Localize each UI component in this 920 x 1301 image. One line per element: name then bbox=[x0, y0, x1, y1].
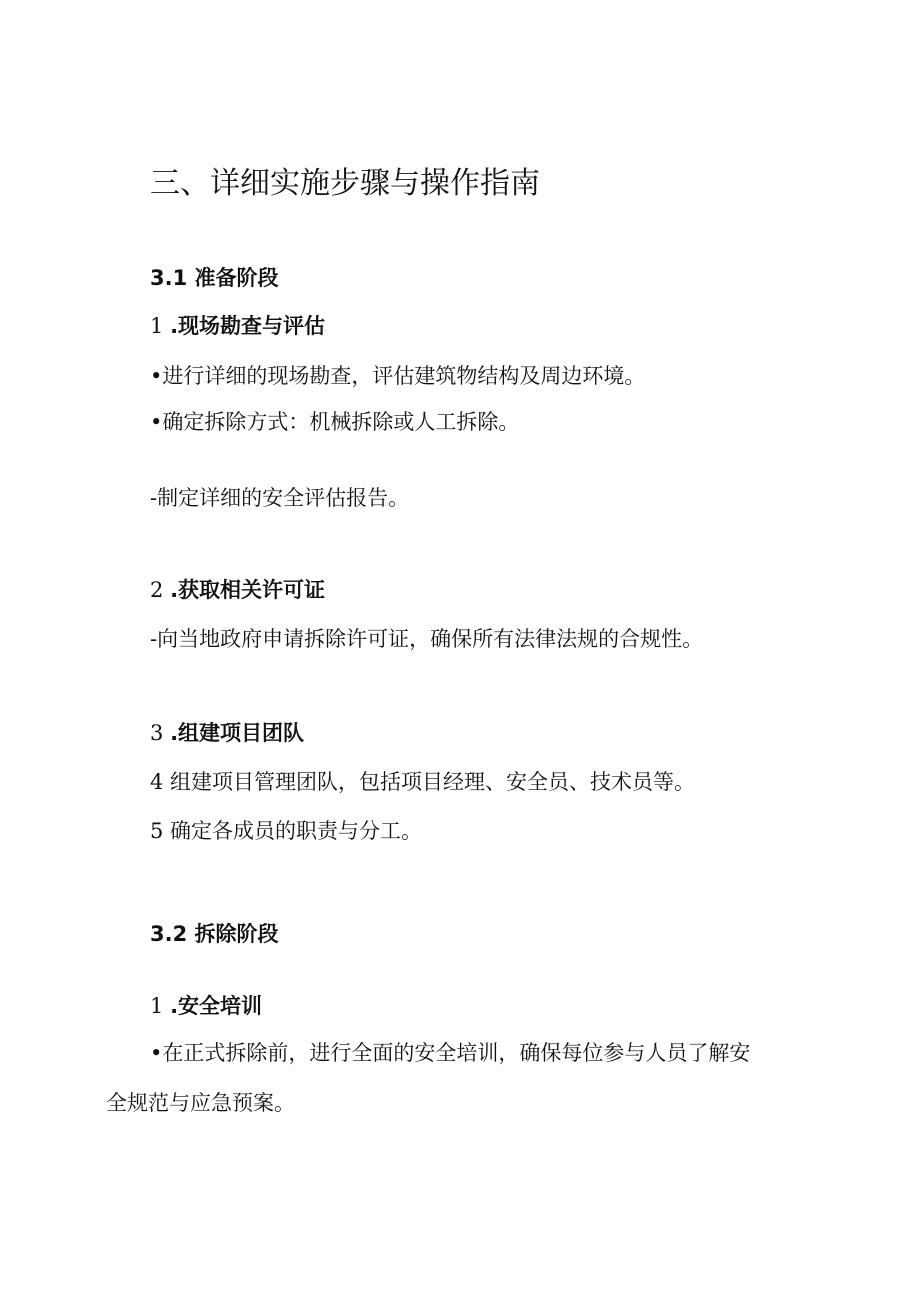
paragraph-line: 4 组建项目管理团队，包括项目经理、安全员、技术员等。 bbox=[150, 770, 696, 794]
section-heading-3-1: 3.1 准备阶段 bbox=[150, 266, 279, 290]
subsection-heading-team bbox=[150, 721, 304, 746]
subsection-heading-permits bbox=[150, 578, 325, 603]
paragraph-line: 全规范与应急预案。 bbox=[106, 1091, 295, 1115]
paragraph-line: •进行详细的现场勘查，评估建筑物结构及周边环境。 bbox=[150, 364, 646, 388]
subsection-heading-site-survey bbox=[150, 314, 325, 339]
subsection-number: 1 bbox=[150, 994, 164, 1018]
paragraph-line: •在正式拆除前，进行全面的安全培训，确保每位参与人员了解安 bbox=[150, 1041, 751, 1065]
subsection-title: .组建项目团队 bbox=[170, 721, 305, 745]
subsection-heading-safety-training bbox=[150, 994, 262, 1019]
document-title: 三、详细实施步骤与操作指南 bbox=[150, 166, 540, 201]
paragraph-line: •确定拆除方式：机械拆除或人工拆除。 bbox=[150, 410, 520, 434]
paragraph-line: 5 确定各成员的职责与分工。 bbox=[150, 819, 423, 843]
subsection-title: .安全培训 bbox=[170, 994, 263, 1018]
subsection-number: 1 bbox=[150, 314, 164, 338]
subsection-number: 2 bbox=[150, 578, 164, 602]
section-heading-3-2: 3.2 拆除阶段 bbox=[150, 922, 279, 946]
subsection-number: 3 bbox=[150, 721, 164, 745]
paragraph-line: -向当地政府申请拆除许可证，确保所有法律法规的合规性。 bbox=[150, 627, 704, 651]
paragraph-line: -制定详细的安全评估报告。 bbox=[150, 486, 410, 510]
subsection-title: .获取相关许可证 bbox=[170, 578, 326, 602]
subsection-title: .现场勘查与评估 bbox=[170, 314, 326, 338]
